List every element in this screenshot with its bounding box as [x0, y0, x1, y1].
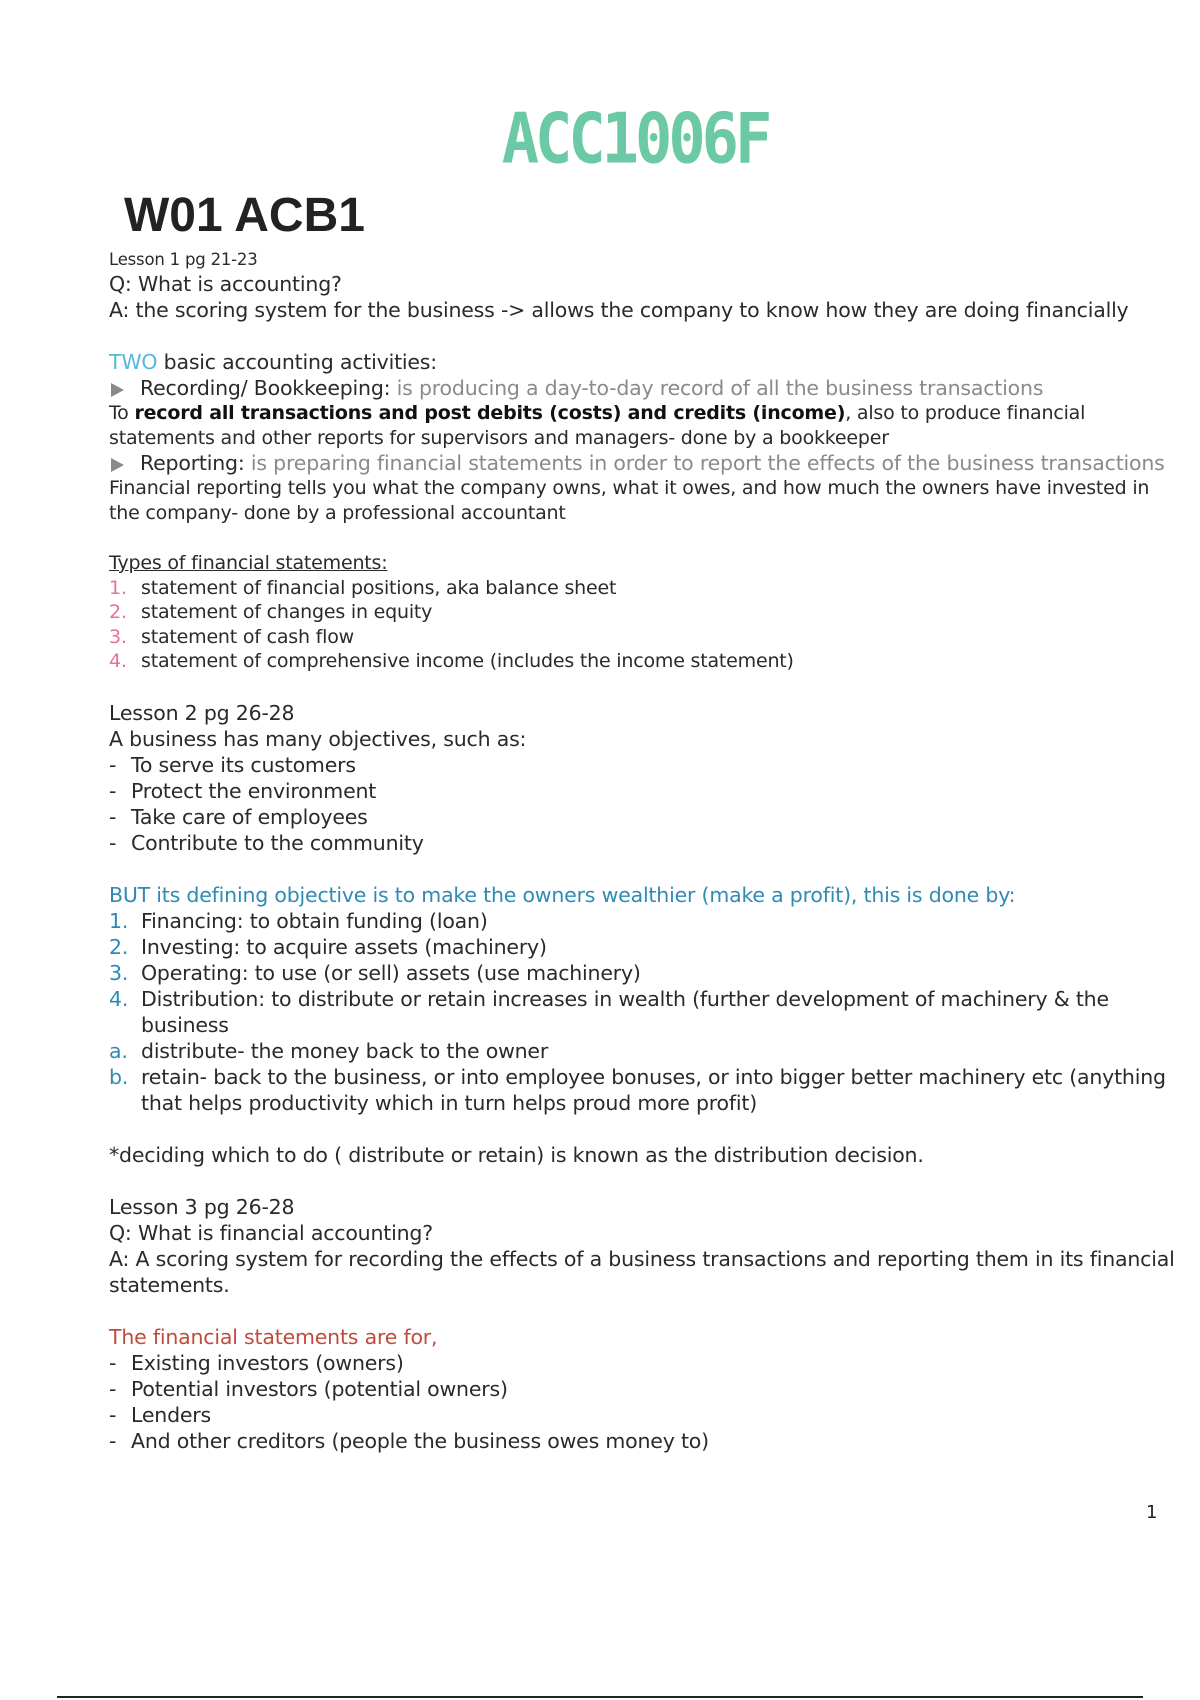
list-dash: -	[109, 1428, 117, 1453]
statement-type-item	[109, 625, 1179, 650]
list-item	[109, 804, 1179, 830]
list-text: statement of cash flow	[141, 625, 355, 648]
list-dash: -	[109, 804, 117, 829]
list-item	[109, 778, 1179, 804]
arrow-bullet-icon	[111, 383, 124, 397]
spacer	[109, 323, 1179, 349]
activity-list-2	[109, 450, 1179, 476]
business-activities-list	[109, 908, 1179, 1038]
footer-divider	[57, 1696, 1143, 1698]
statement-type-item	[109, 600, 1179, 625]
activity-label: Reporting:	[140, 451, 245, 475]
spacer	[109, 674, 1179, 700]
page-heading: W01 ACB1	[124, 189, 365, 242]
list-number: 3.	[109, 625, 127, 648]
statement-users-list	[109, 1350, 1179, 1454]
lesson2-ref: Lesson 2 pg 26-28	[109, 700, 295, 725]
list-dash: -	[109, 752, 117, 777]
list-item	[109, 934, 1179, 960]
activity-label: Recording/ Bookkeeping:	[140, 376, 391, 400]
list-dash: -	[109, 1376, 117, 1401]
recording-note-bold: record all transactions and post debits (costs) and credits (income)	[134, 402, 846, 424]
lesson3-question: Q: What is financial accounting?	[109, 1220, 433, 1245]
list-number: 1.	[109, 576, 127, 599]
activity-recording	[109, 375, 1179, 401]
list-dash: -	[109, 1402, 117, 1427]
activity-list	[109, 375, 1179, 401]
page-number: 1	[1146, 1502, 1158, 1523]
list-number: 2.	[109, 934, 129, 959]
lesson3-answer: A: A scoring system for recording the effects of a business transactions and reporting them in its financial statements.	[109, 1246, 1175, 1297]
list-number: 3.	[109, 960, 129, 985]
list-number: 1.	[109, 908, 129, 933]
list-number: 4.	[109, 986, 129, 1011]
recording-note-end: , also to produce financial statements and other reports for supervisors and managers- done by a bookkeeper	[109, 402, 1086, 449]
list-item	[109, 1350, 1179, 1376]
list-text: Contribute to the community	[131, 830, 424, 855]
spacer	[109, 856, 1179, 882]
lesson2-intro: A business has many objectives, such as:	[109, 726, 527, 751]
spacer	[109, 1116, 1179, 1142]
list-dash: -	[109, 1350, 117, 1375]
list-text: Operating: to use (or sell) assets (use machinery)	[141, 960, 641, 985]
list-item	[109, 908, 1179, 934]
distribution-note: *deciding which to do ( distribute or retain) is known as the distribution decision.	[109, 1142, 924, 1167]
list-number: 4.	[109, 650, 127, 672]
list-letter: b.	[109, 1064, 129, 1089]
list-item	[109, 1064, 1179, 1116]
list-item	[109, 830, 1179, 856]
activity-description: is preparing financial statements in order to report the effects of the business transactions	[244, 451, 1165, 475]
list-text: distribute- the money back to the owner	[141, 1038, 549, 1063]
list-item	[109, 986, 1179, 1038]
list-text: statement of changes in equity	[141, 601, 433, 623]
document-body	[109, 249, 1179, 1454]
statement-types-list	[109, 576, 1179, 674]
activities-count: TWO	[109, 350, 158, 374]
list-text: And other creditors (people the business owes money to)	[131, 1428, 709, 1453]
lesson3-ref: Lesson 3 pg 26-28	[109, 1194, 295, 1219]
list-text: Potential investors (potential owners)	[131, 1376, 508, 1401]
list-text: Existing investors (owners)	[131, 1350, 404, 1375]
defining-objective: BUT its defining objective is to make the owners wealthier (make a profit), this is done by:	[109, 882, 1016, 907]
list-text: Investing: to acquire assets (machinery)	[141, 934, 547, 959]
list-item	[109, 1428, 1179, 1454]
spacer	[109, 1298, 1179, 1324]
reporting-note: Financial reporting tells you what the company owns, what it owes, and how much the owners have invested in the company- done by a professional accountant	[109, 477, 1150, 524]
list-text: Lenders	[131, 1402, 211, 1427]
list-item	[109, 1376, 1179, 1402]
list-letter: a.	[109, 1038, 128, 1063]
lesson1-answer: A: the scoring system for the business -> allows the company to know how they are doing financially	[109, 298, 1129, 322]
distribution-sub-list	[109, 1038, 1179, 1116]
activity-reporting	[109, 450, 1179, 476]
recording-note-start: To	[109, 402, 135, 424]
spacer	[109, 525, 1179, 551]
statement-users-title: The financial statements are for,	[109, 1324, 438, 1349]
list-dash: -	[109, 778, 117, 803]
list-number: 2.	[109, 601, 127, 623]
statement-type-item	[109, 649, 1179, 674]
list-text: Distribution: to distribute or retain increases in wealth (further development of machinery & the business	[141, 986, 1109, 1037]
lesson1-question: Q: What is accounting?	[109, 272, 342, 296]
list-text: Take care of employees	[131, 804, 368, 829]
list-text: statement of financial positions, aka balance sheet	[141, 576, 617, 599]
lesson1-ref: Lesson 1 pg 21-23	[109, 250, 258, 269]
list-text: statement of comprehensive income (includes the income statement)	[141, 650, 794, 672]
list-item	[109, 1038, 1179, 1064]
list-item	[109, 752, 1179, 778]
activities-intro	[109, 349, 1179, 375]
spacer	[109, 1168, 1179, 1194]
activities-intro-text: basic accounting activities:	[157, 350, 437, 374]
statement-type-item	[109, 576, 1179, 601]
recording-note	[109, 401, 1179, 450]
list-item	[109, 1402, 1179, 1428]
objectives-list	[109, 752, 1179, 856]
list-text: To serve its customers	[131, 752, 356, 777]
statement-types-title: Types of financial statements:	[109, 552, 388, 574]
course-title: ACC1006F	[501, 97, 769, 180]
list-text: Financing: to obtain funding (loan)	[141, 908, 488, 933]
list-dash: -	[109, 830, 117, 855]
list-text: Protect the environment	[131, 778, 377, 803]
activity-description: is producing a day-to-day record of all the business transactions	[390, 376, 1044, 400]
arrow-bullet-icon	[111, 458, 124, 472]
list-text: retain- back to the business, or into employee bonuses, or into bigger better machinery etc (anything that helps productivity which in turn helps proud more profit)	[141, 1064, 1166, 1115]
list-item	[109, 960, 1179, 986]
